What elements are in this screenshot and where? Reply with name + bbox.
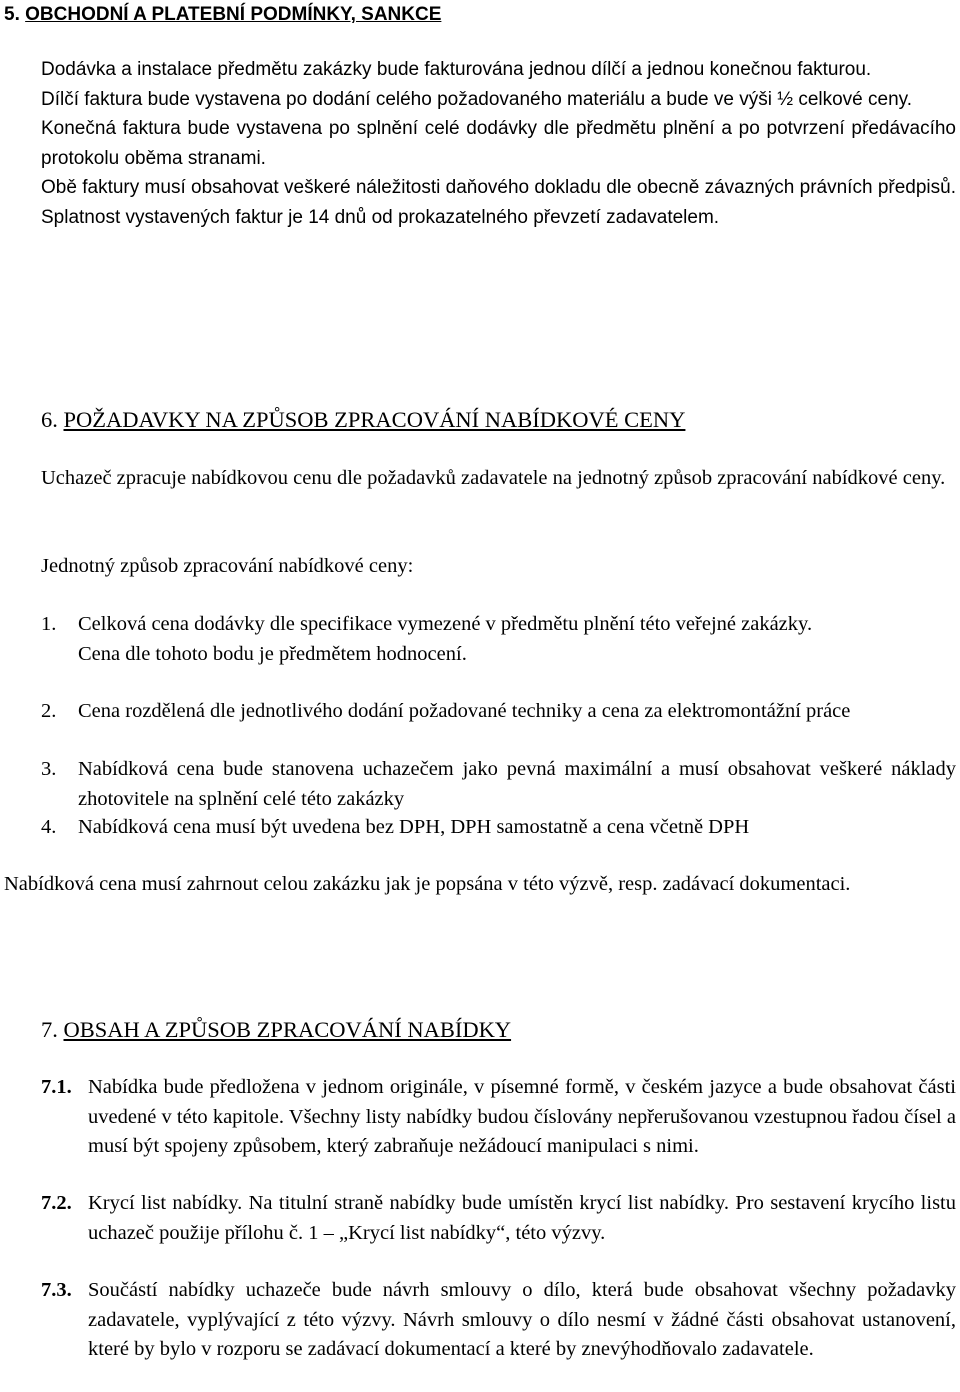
paragraph: Dodávka a instalace předmětu zakázky bude fakturována jednou dílčí a jednou konečnou fakturou. [41, 59, 872, 80]
section-7-heading [41, 1015, 511, 1045]
item-text: Součástí nabídky uchazeče bude návrh smlouvy o dílo, která bude obsahovat všechny požadavky zadavatele, vyplývající z této výzvy. Návrh smlouvy o dílo nesmí v žádné části obsahovat ustanovení, které by bylo v rozporu se zadávací dokumentací a které by znevýhodňovalo zadavatele. [88, 1279, 956, 1361]
section-5-title: OBCHODNÍ A PLATEBNÍ PODMÍNKY, SANKCE [25, 4, 442, 25]
subsection-item [41, 1073, 956, 1162]
item-text: Celková cena dodávky dle specifikace vymezené v předmětu plnění této veřejné zakázky. [78, 613, 813, 635]
section-6-number: 6. [41, 407, 58, 432]
item-text: Cena rozdělená dle jednotlivého dodání požadované techniky a cena za elektromontážní práce [78, 700, 851, 722]
subsection-item [41, 1276, 956, 1365]
section-6-list-heading: Jednotný způsob zpracování nabídkové ceny: [41, 555, 414, 577]
item-text: Nabídková cena musí být uvedena bez DPH, DPH samostatně a cena včetně DPH [78, 816, 750, 838]
list-item [41, 610, 956, 669]
item-text: Nabídka bude předložena v jednom originále, v písemné formě, v českém jazyce a bude obsahovat části uvedené v této kapitole. Všechny listy nabídky budou číslovány nepřerušovanou vzestupnou řadou čísel a musí být spojeny způsobem, který zabraňuje nežádoucí manipulaci s nimi. [88, 1076, 956, 1158]
paragraph: Obě faktury musí obsahovat veškeré náležitosti daňového dokladu dle obecně závazných právních předpisů. Splatnost vystavených faktur je 14 dnů od prokazatelného převzetí zadavatelem. [41, 177, 956, 228]
item-text: Nabídková cena bude stanovena uchazečem jako pevná maximální a musí obsahovat veškeré náklady zhotovitele na splnění celé této zakázky [78, 758, 956, 810]
item-number: 3. [41, 758, 57, 780]
item-number: 2. [41, 700, 57, 722]
item-number: 1. [41, 613, 57, 635]
list-item [41, 755, 956, 814]
item-note: Cena dle tohoto bodu je předmětem hodnocení. [78, 642, 467, 665]
item-number: 4. [41, 816, 57, 838]
section-5-body [41, 55, 956, 233]
subsection-item [41, 1189, 956, 1248]
section-6-heading [41, 405, 685, 435]
section-7-number: 7. [41, 1017, 58, 1042]
item-number: 7.1. [41, 1076, 72, 1098]
paragraph: Dílčí faktura bude vystavena po dodání celého požadovaného materiálu a bude ve výši ½ celkové ceny. [41, 88, 913, 110]
item-number: 7.3. [41, 1279, 72, 1301]
paragraph: Konečná faktura bude vystavena po splnění celé dodávky dle předmětu plnění a po potvrzení předávacího protokolu oběma stranami. [41, 118, 956, 169]
section-6-title: POŽADAVKY NA ZPŮSOB ZPRACOVÁNÍ NABÍDKOVÉ CENY [63, 407, 686, 432]
section-6-intro: Uchazeč zpracuje nabídkovou cenu dle požadavků zadavatele na jednotný způsob zpracování nabídkové ceny. [41, 467, 946, 489]
section-5-number: 5. [4, 4, 20, 25]
list-item [41, 697, 956, 727]
list-item [41, 813, 956, 843]
item-text: Krycí list nabídky. Na titulní straně nabídky bude umístěn krycí list nabídky. Pro sestavení krycího listu uchazeč použije přílohu č. 1 – „Krycí list nabídky“, této výzvy. [88, 1192, 956, 1244]
item-number: 7.2. [41, 1192, 72, 1214]
section-6-closing: Nabídková cena musí zahrnout celou zakázku jak je popsána v této výzvě, resp. zadávací dokumentaci. [4, 873, 851, 895]
section-5-heading [4, 2, 441, 28]
section-7-title: OBSAH A ZPŮSOB ZPRACOVÁNÍ NABÍDKY [63, 1017, 512, 1042]
